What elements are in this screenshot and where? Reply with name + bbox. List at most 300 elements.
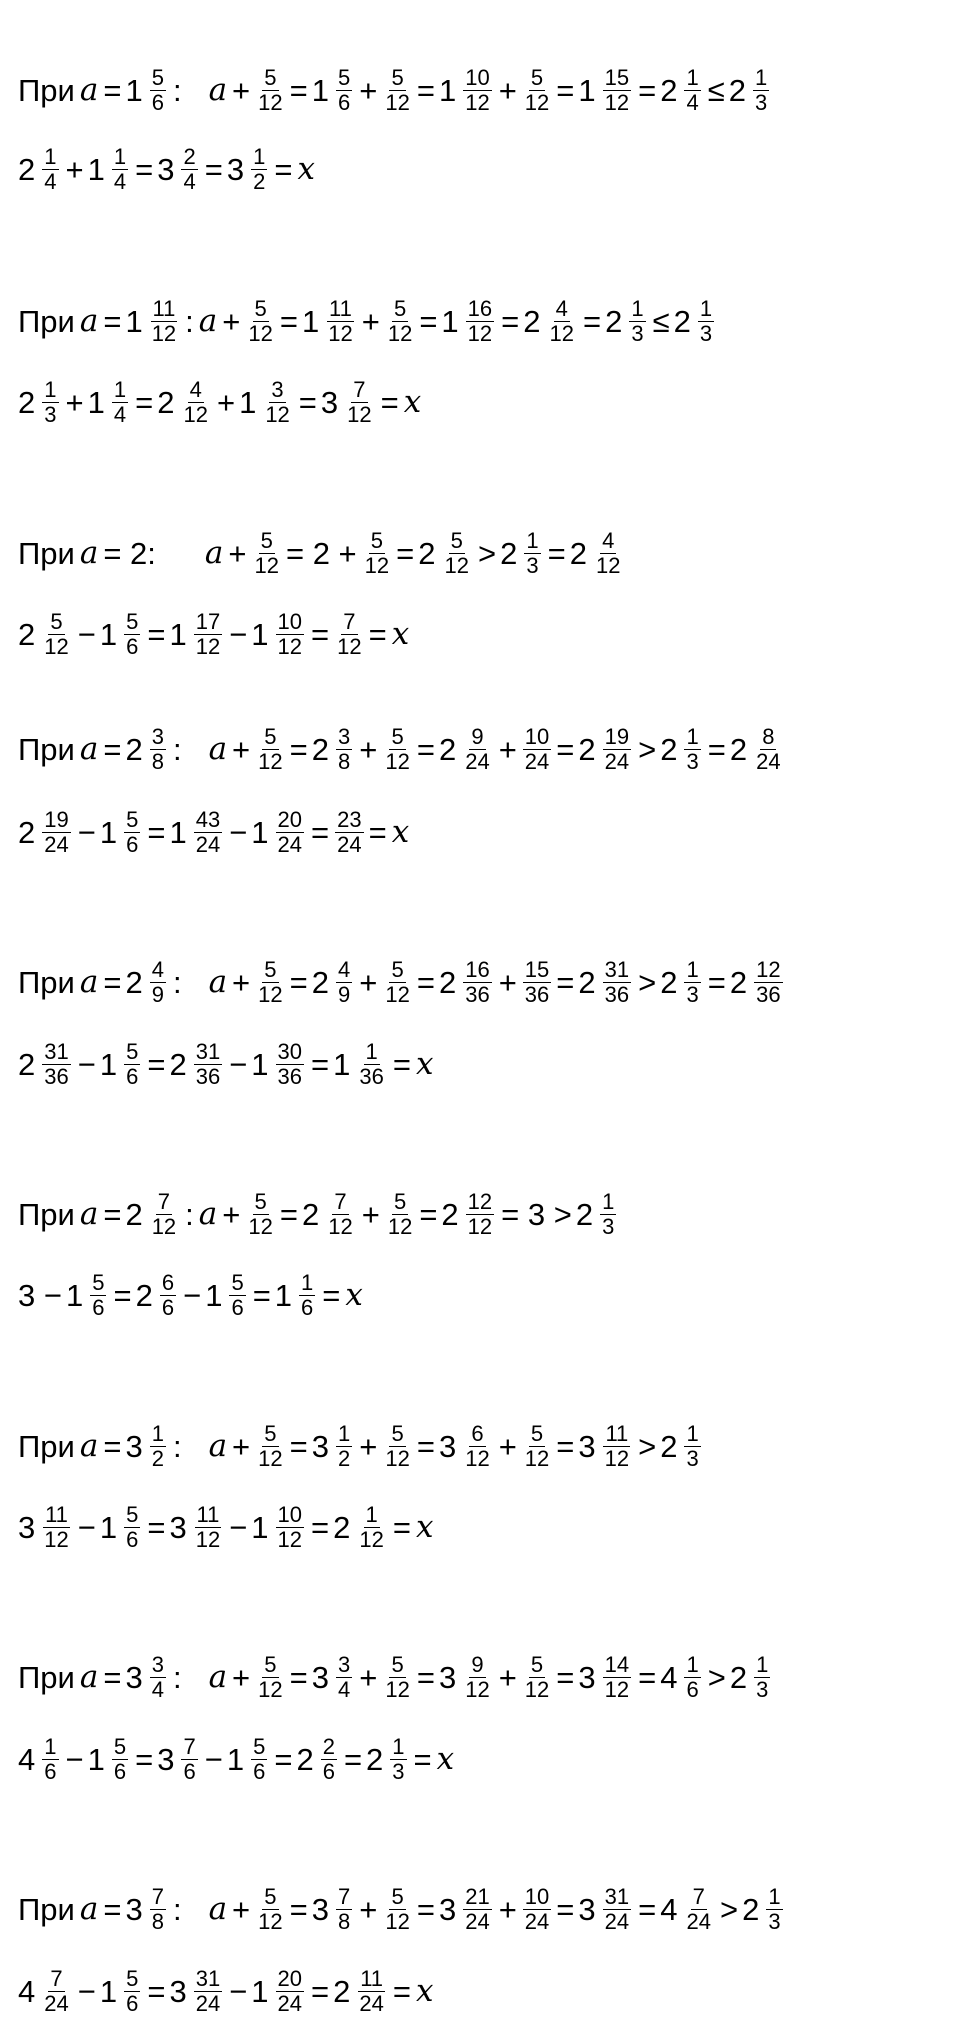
mixed-number	[16, 1503, 76, 1552]
mixed-number	[439, 1190, 499, 1239]
denominator: 12	[385, 1445, 410, 1471]
math-text: −	[229, 1046, 248, 1082]
math-text: =	[274, 151, 293, 187]
fraction	[523, 1885, 551, 1934]
fraction-part	[463, 1653, 491, 1702]
math-text: =	[707, 731, 726, 767]
numerator: 5	[264, 1421, 277, 1446]
mixed-number	[437, 1653, 497, 1702]
denominator: 24	[277, 1990, 303, 2016]
whole-part: 3	[578, 1659, 596, 1695]
fraction-part	[150, 66, 166, 115]
whole-part: 2	[660, 731, 678, 767]
numerator: 1	[686, 724, 699, 749]
denominator: 36	[524, 981, 550, 1007]
mixed-number	[16, 145, 64, 194]
math-text: +	[232, 964, 251, 1000]
denominator: 12	[604, 1445, 630, 1471]
math-text: =	[416, 72, 435, 108]
whole-part: 3	[125, 1428, 143, 1464]
fraction	[335, 808, 363, 857]
math-text: +	[232, 731, 251, 767]
math-text: =	[103, 1196, 122, 1232]
numerator: 7	[338, 1884, 351, 1909]
math-text: =	[103, 1891, 122, 1927]
denominator: 12	[44, 1526, 69, 1552]
whole-part: 2	[575, 1196, 594, 1232]
fraction-part	[684, 1653, 700, 1702]
numerator: 11	[329, 296, 352, 321]
fraction	[256, 725, 284, 774]
fraction	[256, 958, 284, 1007]
mixed-number	[658, 1653, 706, 1702]
mixed-number	[249, 610, 309, 659]
mixed-number	[123, 1885, 171, 1934]
fraction-part	[524, 529, 540, 578]
numerator: 5	[264, 724, 277, 749]
math-text: +	[359, 964, 378, 1000]
fraction-part	[684, 725, 700, 774]
denominator: 12	[524, 89, 550, 115]
whole-part: 2	[125, 731, 143, 767]
math-text: +	[498, 1659, 517, 1695]
equation-line	[16, 1271, 366, 1320]
numerator: 14	[604, 1652, 630, 1677]
math-text: −	[229, 1973, 248, 2009]
math-text: =	[416, 1659, 435, 1695]
mixed-number	[439, 297, 499, 346]
numerator: 4	[338, 957, 351, 982]
mixed-number	[86, 145, 134, 194]
math-text: +	[216, 384, 236, 420]
denominator: 12	[195, 633, 221, 659]
denominator: 6	[126, 1526, 139, 1552]
math-text: =	[419, 303, 438, 339]
numerator: 1	[699, 296, 713, 321]
mixed-number	[576, 1653, 636, 1702]
equation-line	[16, 1503, 436, 1552]
math-text: =	[311, 1973, 330, 2009]
numerator: 43	[195, 807, 221, 832]
fraction-part	[181, 378, 209, 427]
numerator: 19	[44, 807, 69, 832]
fraction-part	[276, 1503, 304, 1552]
denominator: 2	[253, 168, 266, 194]
fraction	[246, 1190, 274, 1239]
fraction-part	[321, 1735, 337, 1784]
numerator: 5	[391, 724, 404, 749]
denominator: 6	[44, 1758, 57, 1784]
denominator: 3	[768, 1908, 781, 1934]
fraction	[383, 958, 411, 1007]
math-text: :	[172, 964, 182, 1000]
numerator: 5	[393, 296, 407, 321]
fraction-part	[124, 1967, 140, 2016]
math-text: =	[289, 72, 308, 108]
fraction	[335, 610, 363, 659]
numerator: 5	[92, 1270, 105, 1295]
variable: x	[436, 1740, 455, 1777]
numerator: 31	[44, 1039, 69, 1064]
numerator: 7	[183, 1734, 196, 1759]
fraction	[523, 1653, 551, 1702]
math-text: −	[204, 1741, 223, 1777]
fraction	[386, 1190, 414, 1239]
denominator: 12	[258, 981, 283, 1007]
math-text: =	[103, 731, 122, 767]
numerator: 30	[277, 1039, 303, 1064]
fraction-part	[600, 1190, 616, 1239]
fraction-part	[336, 1653, 352, 1702]
denominator: 12	[151, 320, 177, 346]
numerator: 12	[756, 957, 781, 982]
mixed-number	[310, 66, 358, 115]
denominator: 12	[337, 633, 362, 659]
math-text: +	[498, 72, 517, 108]
math-text: =	[311, 814, 330, 850]
whole-part: 1	[99, 616, 118, 652]
math-text: =	[103, 72, 122, 108]
numerator: 5	[391, 957, 404, 982]
denominator: 24	[686, 1908, 711, 1934]
whole-part: 2	[418, 535, 436, 571]
numerator: 31	[195, 1039, 221, 1064]
mixed-number	[249, 1967, 309, 2016]
variable: a	[208, 1658, 228, 1695]
whole-part: 2	[729, 964, 748, 1000]
mixed-number	[300, 297, 360, 346]
mixed-number	[437, 1422, 497, 1471]
numerator: 4	[555, 296, 568, 321]
fraction-part	[463, 1422, 491, 1471]
mixed-number	[331, 1967, 391, 2016]
mixed-number	[16, 1040, 76, 1089]
math-text: :	[185, 1196, 194, 1232]
variable: a	[79, 1890, 99, 1927]
numerator: 9	[471, 724, 484, 749]
whole-part: 3	[311, 1428, 329, 1464]
mixed-number	[521, 297, 581, 346]
denominator: 12	[524, 1676, 550, 1702]
denominator: 4	[686, 89, 699, 115]
math-text: =	[204, 151, 223, 187]
numerator: 10	[465, 65, 490, 90]
numerator: 11	[152, 296, 176, 321]
numerator: 1	[686, 1652, 699, 1677]
whole-part: 2	[169, 1046, 187, 1082]
denominator: 12	[385, 748, 410, 774]
math-text: +	[222, 1196, 241, 1232]
denominator: 24	[44, 1990, 69, 2016]
fraction-part	[753, 66, 769, 115]
fraction	[363, 529, 391, 578]
denominator: 2	[338, 1445, 351, 1471]
math-text: +	[65, 151, 84, 187]
whole-part: 2	[135, 1277, 153, 1313]
math-text: >	[638, 964, 657, 1000]
whole-part: 1	[99, 1973, 118, 2009]
math-text: =	[343, 1741, 363, 1777]
equation-line	[16, 958, 788, 1007]
mixed-number	[672, 297, 720, 346]
denominator: 12	[258, 1445, 283, 1471]
variable: x	[391, 813, 410, 850]
numerator: 7	[157, 1189, 171, 1214]
whole-part: 1	[239, 384, 257, 420]
fraction-part	[629, 297, 645, 346]
fraction-part	[276, 610, 304, 659]
denominator: 3	[631, 320, 644, 346]
denominator: 24	[524, 1908, 550, 1934]
math-text: −	[229, 1509, 248, 1545]
fraction-part	[112, 1735, 128, 1784]
fraction-part	[698, 297, 714, 346]
mixed-number	[167, 610, 227, 659]
fraction-part	[124, 1040, 140, 1089]
denominator: 12	[385, 1908, 410, 1934]
math-text: :	[172, 731, 182, 767]
math-text: =	[113, 1277, 132, 1313]
numerator: 1	[755, 65, 768, 90]
mixed-number	[86, 378, 134, 427]
denominator: 12	[44, 633, 69, 659]
math-text: При	[18, 72, 75, 108]
mixed-number	[331, 1040, 391, 1089]
math-text: =	[416, 731, 435, 767]
numerator: 5	[231, 1270, 244, 1295]
denominator: 24	[604, 1908, 630, 1934]
numerator: 5	[151, 65, 164, 90]
mixed-number	[225, 145, 273, 194]
numerator: 1	[526, 528, 539, 553]
whole-part: 2	[605, 303, 623, 339]
math-text: :	[172, 1428, 182, 1464]
fraction-part	[603, 1422, 631, 1471]
mixed-number	[98, 1503, 146, 1552]
equation-line	[16, 1040, 436, 1089]
denominator: 12	[248, 1213, 273, 1239]
math-text: =	[103, 964, 122, 1000]
numerator: 10	[524, 1884, 550, 1909]
math-text: =	[103, 1428, 122, 1464]
fraction-part	[299, 1271, 315, 1320]
denominator: 12	[195, 1526, 221, 1552]
whole-part: 1	[274, 1277, 293, 1313]
denominator: 24	[337, 831, 362, 857]
denominator: 8	[151, 748, 164, 774]
mixed-number	[167, 1503, 227, 1552]
math-text: +	[65, 384, 84, 420]
variable: a	[208, 730, 228, 767]
denominator: 12	[467, 1213, 493, 1239]
denominator: 6	[686, 1676, 699, 1702]
denominator: 36	[44, 1063, 69, 1089]
fraction	[383, 66, 411, 115]
numerator: 1	[113, 377, 127, 402]
denominator: 6	[183, 1758, 196, 1784]
denominator: 12	[258, 1908, 283, 1934]
numerator: 3	[338, 1652, 351, 1677]
numerator: 5	[264, 1884, 277, 1909]
math-text: +	[232, 1428, 251, 1464]
fraction-part	[150, 725, 166, 774]
fraction-part	[326, 297, 354, 346]
whole-part: 1	[87, 1741, 105, 1777]
numerator: 5	[126, 609, 139, 634]
equation-line	[16, 725, 788, 774]
denominator: 12	[258, 1676, 283, 1702]
mixed-number	[167, 1040, 227, 1089]
fraction-part	[112, 145, 128, 194]
fraction-part	[754, 958, 782, 1007]
mixed-number	[331, 1503, 391, 1552]
mixed-number	[576, 1422, 636, 1471]
mixed-number	[658, 66, 706, 115]
numerator: 5	[126, 1039, 139, 1064]
math-text: =	[289, 964, 308, 1000]
denominator: 12	[183, 401, 208, 427]
denominator: 12	[549, 320, 574, 346]
whole-part: 4	[18, 1973, 36, 2009]
fraction-part	[357, 1967, 385, 2016]
whole-part: 4	[660, 1659, 678, 1695]
math-text: =	[289, 1428, 308, 1464]
numerator: 1	[44, 144, 57, 169]
numerator: 4	[602, 528, 615, 553]
mixed-number	[123, 958, 171, 1007]
whole-part: 2	[742, 1891, 760, 1927]
math-text: +	[498, 964, 517, 1000]
fraction-part	[463, 1885, 491, 1934]
variable: x	[415, 1045, 434, 1082]
math-text: +	[222, 303, 241, 339]
whole-part: 2	[311, 964, 329, 1000]
whole-part: 1	[251, 814, 269, 850]
mixed-number	[658, 958, 706, 1007]
fraction-part	[42, 610, 70, 659]
numerator: 5	[530, 1652, 544, 1677]
whole-part: 1	[301, 303, 320, 339]
fraction	[383, 1885, 411, 1934]
whole-part: 2	[18, 814, 36, 850]
numerator: 5	[260, 528, 273, 553]
denominator: 12	[359, 1526, 384, 1552]
mixed-number	[123, 66, 171, 115]
math-text: =	[147, 1046, 166, 1082]
mixed-number	[123, 1653, 171, 1702]
fraction-part	[463, 958, 491, 1007]
mixed-number	[16, 1967, 76, 2016]
numerator: 1	[151, 1421, 164, 1446]
fraction-part	[603, 958, 631, 1007]
whole-part: 2	[125, 1196, 143, 1232]
fraction-part	[194, 1967, 222, 2016]
whole-part: 1	[251, 1973, 269, 2009]
denominator: 36	[359, 1063, 384, 1089]
fraction-part	[336, 725, 352, 774]
numerator: 31	[604, 1884, 630, 1909]
math-text: =	[279, 1196, 298, 1232]
whole-part: 1	[251, 616, 269, 652]
numerator: 3	[151, 1652, 164, 1677]
math-text: =	[396, 535, 415, 571]
denominator: 12	[465, 1445, 490, 1471]
whole-part: 2	[500, 535, 518, 571]
fraction-part	[466, 1190, 494, 1239]
fraction-part	[603, 1653, 631, 1702]
numerator: 7	[343, 609, 356, 634]
math-text: =	[147, 814, 166, 850]
numerator: 15	[524, 957, 550, 982]
numerator: 11	[196, 1502, 220, 1527]
math-text: =	[311, 1509, 330, 1545]
mixed-number	[155, 378, 215, 427]
denominator: 3	[755, 89, 768, 115]
denominator: 12	[524, 1445, 550, 1471]
denominator: 36	[195, 1063, 221, 1089]
math-text: =	[638, 1891, 657, 1927]
whole-part: 4	[660, 1891, 678, 1927]
whole-part: 2	[125, 964, 143, 1000]
denominator: 3	[602, 1213, 615, 1239]
fraction-part	[603, 1885, 631, 1934]
fraction-part	[150, 958, 166, 1007]
variable: a	[79, 1195, 99, 1232]
numerator: 5	[254, 296, 267, 321]
numerator: 1	[44, 1734, 57, 1759]
fraction-part	[251, 145, 267, 194]
denominator: 6	[113, 1758, 127, 1784]
math-text: =	[311, 1046, 330, 1082]
math-text: =	[289, 1659, 308, 1695]
numerator: 7	[692, 1884, 705, 1909]
numerator: 5	[391, 1421, 404, 1446]
whole-part: 3	[169, 1973, 187, 2009]
denominator: 3	[699, 320, 713, 346]
mixed-number	[123, 1422, 171, 1471]
mixed-number	[728, 958, 788, 1007]
denominator: 4	[113, 401, 127, 427]
variable: a	[79, 534, 99, 571]
numerator: 10	[277, 609, 303, 634]
math-text: При	[18, 1428, 75, 1464]
numerator: 1	[756, 1652, 769, 1677]
fraction-part	[326, 1190, 354, 1239]
variable: a	[208, 71, 228, 108]
numerator: 5	[264, 1652, 277, 1677]
numerator: 6	[161, 1270, 175, 1295]
whole-part: 1	[311, 72, 329, 108]
whole-part: 3	[226, 151, 245, 187]
math-text: >	[638, 1428, 657, 1464]
math-text: =	[638, 72, 657, 108]
math-text: >	[707, 1659, 726, 1695]
whole-part: 2	[441, 1196, 459, 1232]
whole-part: 1	[169, 616, 187, 652]
fraction-part	[684, 1422, 700, 1471]
math-text: +	[359, 1659, 378, 1695]
whole-part: 1	[125, 303, 143, 339]
fraction-part	[357, 1040, 385, 1089]
whole-part: 2	[301, 1196, 320, 1232]
math-text: =	[392, 1046, 411, 1082]
denominator: 24	[359, 1990, 384, 2016]
whole-part: 2	[728, 72, 746, 108]
fraction-part	[263, 378, 291, 427]
numerator: 7	[50, 1966, 63, 1991]
math-text: =	[135, 1741, 154, 1777]
denominator: 12	[258, 89, 283, 115]
